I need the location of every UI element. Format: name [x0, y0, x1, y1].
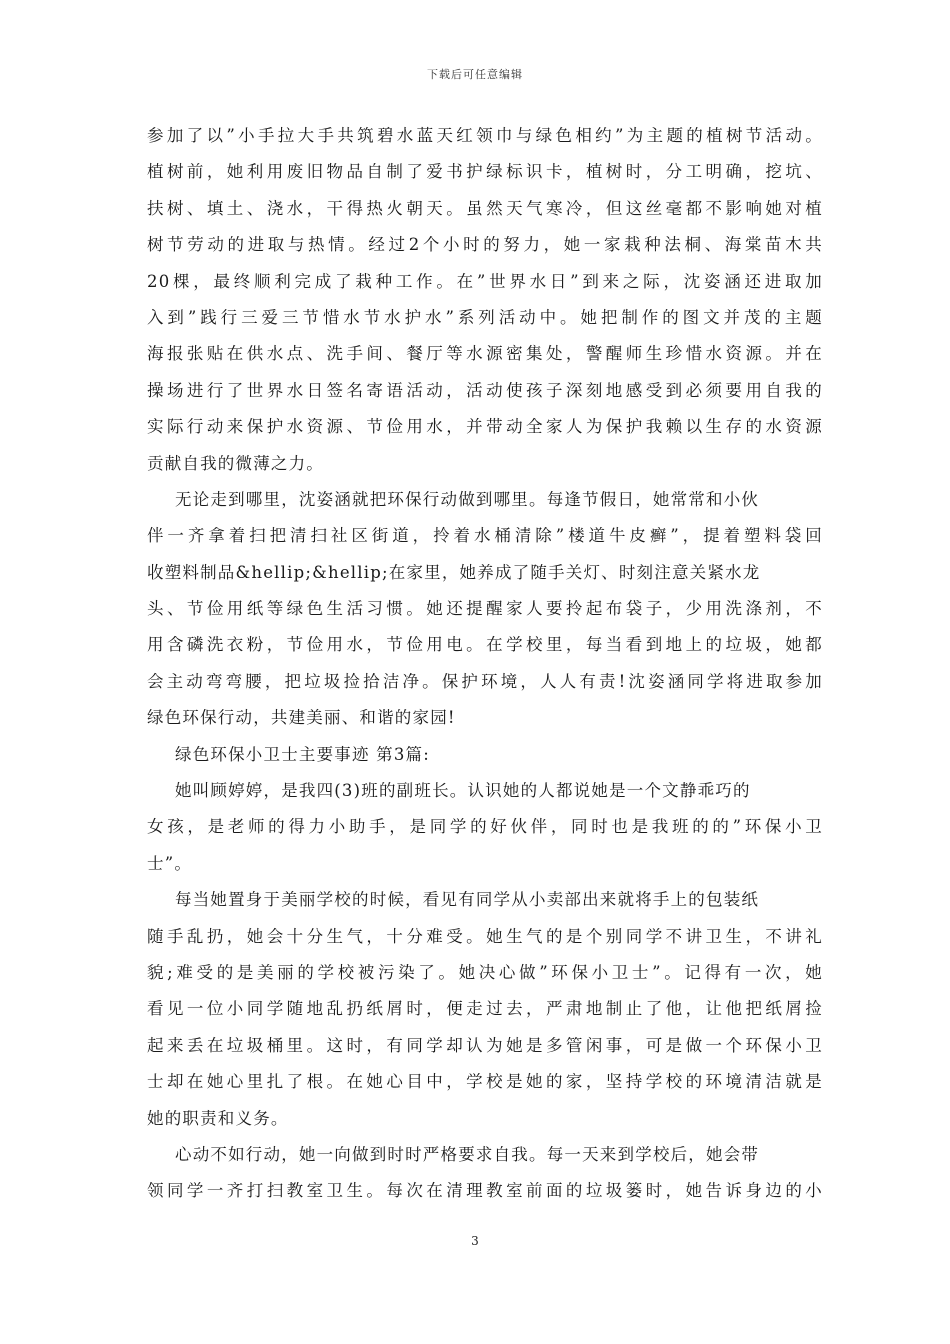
text-line: 贡献自我的微薄之力。 — [147, 453, 324, 473]
text-line: 会主动弯弯腰，把垃圾捡拾洁净。保护环境，人人有责!沈姿涵同学将进取参加 — [147, 671, 823, 691]
paragraph-first-line: 无论走到哪里，沈姿涵就把环保行动做到哪里。每逢节假日，她常常和小伙 — [175, 489, 760, 509]
page-number: 3 — [471, 1234, 479, 1248]
text-line: 她的职责和义务。 — [147, 1108, 289, 1128]
paragraph-first-line: 每当她置身于美丽学校的时候，看见有同学从小卖部出来就将手上的包装纸 — [175, 890, 760, 910]
paragraph-first-line: 心动不如行动，她一向做到时时严格要求自我。每一天来到学校后，她会带 — [175, 1144, 760, 1164]
text-line: 随手乱扔，她会十分生气，十分难受。她生气的是个别同学不讲卫生，不讲礼 — [147, 926, 823, 946]
text-line: 伴一齐拿着扫把清扫社区街道，拎着水桶清除”楼道牛皮癣”，提着塑料袋回 — [147, 526, 823, 546]
document-body — [147, 118, 823, 1210]
text-line: 女孩，是老师的得力小助手，是同学的好伙伴，同时也是我班的的”环保小卫 — [147, 817, 823, 837]
text-line: 参加了以”小手拉大手共筑碧水蓝天红领巾与绿色相约”为主题的植树节活动。 — [147, 126, 823, 145]
text-line: 植树前，她利用废旧物品自制了爱书护绿标识卡，植树时，分工明确，挖坑、 — [147, 162, 823, 182]
text-line: 操场进行了世界水日签名寄语活动，活动使孩子深刻地感受到必须要用自我的 — [147, 380, 823, 400]
text-line: 士却在她心里扎了根。在她心目中，学校是她的家，坚持学校的环境清洁就是 — [147, 1072, 823, 1092]
text-line: 入到”践行三爱三节惜水节水护水”系列活动中。她把制作的图文并茂的主题 — [147, 307, 823, 327]
text-line: 海报张贴在供水点、洗手间、餐厅等水源密集处，警醒师生珍惜水资源。并在 — [147, 344, 823, 364]
text-line: 头、节俭用纸等绿色生活习惯。她还提醒家人要拎起布袋子，少用洗涤剂，不 — [147, 599, 823, 619]
text-line: 实际行动来保护水资源、节俭用水，并带动全家人为保护我赖以生存的水资源 — [147, 417, 823, 437]
text-line: 扶树、填土、浇水，干得热火朝天。虽然天气寒冷，但这丝毫都不影响她对植 — [147, 198, 823, 218]
text-line: 20棵，最终顺利完成了栽种工作。在”世界水日”到来之际，沈姿涵还进取加 — [147, 271, 823, 291]
text-line: 起来丢在垃圾桶里。这时，有同学却认为她是多管闲事，可是做一个环保小卫 — [147, 1035, 823, 1055]
text-line: 树节劳动的进取与热情。经过2个小时的努力，她一家栽种法桐、海棠苗木共 — [147, 235, 823, 255]
text-line: 貌;难受的是美丽的学校被污染了。她决心做”环保小卫士”。记得有一次，她 — [147, 962, 823, 982]
text-line: 用含磷洗衣粉，节俭用水，节俭用电。在学校里，每当看到地上的垃圾，她都 — [147, 635, 823, 655]
section-heading: 绿色环保小卫士主要事迹 第3篇: — [175, 744, 431, 764]
paragraph-first-line: 她叫顾婷婷，是我四(3)班的副班长。认识她的人都说她是一个文静乖巧的 — [175, 781, 751, 801]
text-line: 看见一位小同学随地乱扔纸屑时，便走过去，严肃地制止了他，让他把纸屑捡 — [147, 999, 823, 1019]
page-header: 下载后可任意编辑 — [427, 68, 523, 81]
text-line: 领同学一齐打扫教室卫生。每次在清理教室前面的垃圾篓时，她告诉身边的小 — [147, 1181, 823, 1201]
text-line: 绿色环保行动，共建美丽、和谐的家园! — [147, 708, 456, 728]
text-line: 收塑料制品&hellip;&hellip;在家里，她养成了随手关灯、时刻注意关紧水龙 — [147, 562, 761, 582]
text-line: 士”。 — [147, 853, 193, 873]
